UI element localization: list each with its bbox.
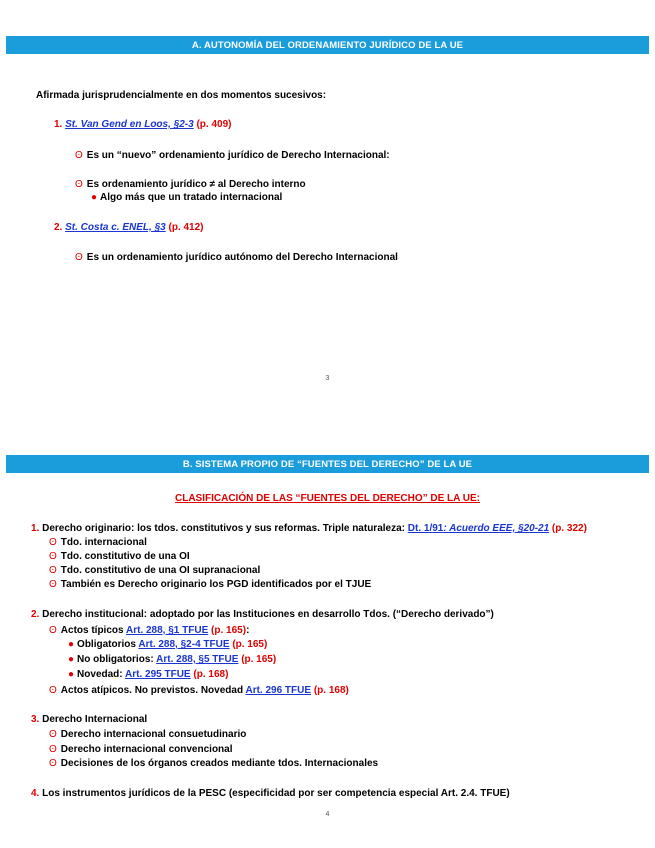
item2-page: (p. 412) [168,222,204,233]
section1-bullet [49,550,190,563]
section3-bullet [49,743,233,756]
theta-bullet-icon: ʘ [49,758,57,769]
section3-bullet [49,728,246,741]
slide1-sub-bullet [91,191,282,204]
dt-1-91-link[interactable]: Dt. 1/91 [407,523,444,534]
art-288-5-link[interactable]: Art. 288, §5 TFUE [156,654,239,665]
section4-title [31,787,510,800]
section1-bullet-text: Tdo. constitutivo de una OI [60,551,190,562]
section3-number: 3. [31,714,40,725]
section4-number: 4. [31,788,40,799]
slide1-intro: Afirmada jurisprudencialmente en dos momentos sucesivos: [36,90,327,101]
theta-bullet-icon: ʘ [75,179,83,190]
slide2-heading-text: CLASIFICACIÓN DE LAS “FUENTES DEL DERECHO” DE LA UE: [174,493,480,504]
theta-bullet-icon: ʘ [49,579,57,590]
section2-text: Derecho institucional: adoptado por las Instituciones en desarrollo Tdos. (“Derecho derivado”) [42,609,494,620]
section1-bullet-text: También es Derecho originario los PGD identificados por el TJUE [60,579,372,590]
item1-page: (p. 409) [196,119,232,130]
section3-bullet [49,757,378,770]
section1-title [31,522,587,535]
actos-tipicos [49,624,249,637]
section1-bullet-text: Tdo. constitutivo de una OI supranacional [60,565,261,576]
theta-bullet-icon: ʘ [75,150,83,161]
acuerdo-eee-link[interactable]: : Acuerdo EEE, §20-21 [443,523,550,534]
section1-bullet [49,536,147,549]
theta-bullet-icon: ʘ [49,565,57,576]
slide1-bullet-1-text: Es un “nuevo” ordenamiento jurídico de Derecho Internacional: [86,150,390,161]
theta-bullet-icon: ʘ [49,625,57,636]
actos-atipicos [49,684,349,697]
section3-bullet-text: Derecho internacional convencional [60,744,233,755]
theta-bullet-icon: ʘ [49,744,57,755]
actos-tipicos-colon: : [246,625,250,636]
item2-number: 2. [54,222,63,233]
obligatorios-page: (p. 165) [232,639,268,650]
art-296-link[interactable]: Art. 296 TFUE [245,685,312,696]
actos-tipicos-page: (p. 165) [211,625,247,636]
theta-bullet-icon: ʘ [49,551,57,562]
slide2-page-number: 4 [325,811,330,818]
actos-atipicos-page: (p. 168) [313,685,349,696]
section4-text: Los instrumentos jurídicos de la PESC (especificidad por ser competencia especial Art. 2.4. TFUE) [42,788,510,799]
art-288-2-4-link[interactable]: Art. 288, §2-4 TFUE [138,639,230,650]
section1-bullet [49,578,371,591]
slide2-banner-text: B. SISTEMA PROPIO DE “FUENTES DEL DERECHO” DE LA UE [182,458,473,470]
obligatorios-text: Obligatorios [77,639,136,650]
actos-tipicos-text: Actos típicos [60,625,124,636]
theta-bullet-icon: ʘ [75,252,83,263]
art-288-1-link[interactable]: Art. 288, §1 TFUE [126,625,209,636]
costa-enel-link[interactable]: St. Costa c. ENEL, §3 [65,222,166,233]
slide1-bullet-2-text: Es ordenamiento jurídico ≠ al Derecho interno [86,179,306,190]
novedad-text: Novedad: [77,669,123,680]
slide1-bullet-1 [75,149,390,162]
section2-number: 2. [31,609,40,620]
section1-page: (p. 322) [551,523,587,534]
red-dot-icon: ● [68,639,75,650]
slide1-bullet-3-text: Es un ordenamiento jurídico autónomo del Derecho Internacional [86,252,398,263]
section1-number: 1. [31,523,40,534]
slide1-item2 [54,221,204,234]
slide2-banner [6,455,649,473]
slide1-page-number: 3 [325,375,330,382]
red-dot-icon: ● [68,669,75,680]
art-295-link[interactable]: Art. 295 TFUE [125,669,191,680]
no-obligatorios [68,653,276,666]
section3-text: Derecho Internacional [42,714,148,725]
slide1-banner [6,36,649,54]
novedad [68,668,228,681]
no-obligatorios-text: No obligatorios: [77,654,154,665]
theta-bullet-icon: ʘ [49,729,57,740]
slide2-heading [0,492,655,505]
obligatorios [68,638,267,651]
slide1-bullet-2 [75,178,306,191]
section3-title [31,713,147,726]
slide1-bullet-3 [75,251,398,264]
item1-number: 1. [54,119,63,130]
red-dot-icon: ● [68,654,75,665]
section3-bullet-text: Decisiones de los órganos creados mediante tdos. Internacionales [60,758,379,769]
novedad-page: (p. 168) [193,669,229,680]
actos-atipicos-text: Actos atípicos. No previstos. Novedad [60,685,244,696]
section3-bullet-text: Derecho internacional consuetudinario [60,729,247,740]
van-gend-link[interactable]: St. Van Gend en Loos, §2-3 [65,119,194,130]
section1-bullet [49,564,260,577]
section1-text: Derecho originario: los tdos. constitutivos y sus reformas. Triple naturaleza: [42,523,405,534]
red-dot-icon: ● [91,192,98,203]
no-obligatorios-page: (p. 165) [241,654,277,665]
section1-bullet-text: Tdo. internacional [60,537,147,548]
slide1-item1 [54,118,231,131]
section2-title [31,608,494,621]
theta-bullet-icon: ʘ [49,685,57,696]
slide1-sub-bullet-text: Algo más que un tratado internacional [100,192,283,203]
theta-bullet-icon: ʘ [49,537,57,548]
slide1-banner-text: A. AUTONOMÍA DEL ORDENAMIENTO JURÍDICO DE LA UE [191,39,464,51]
